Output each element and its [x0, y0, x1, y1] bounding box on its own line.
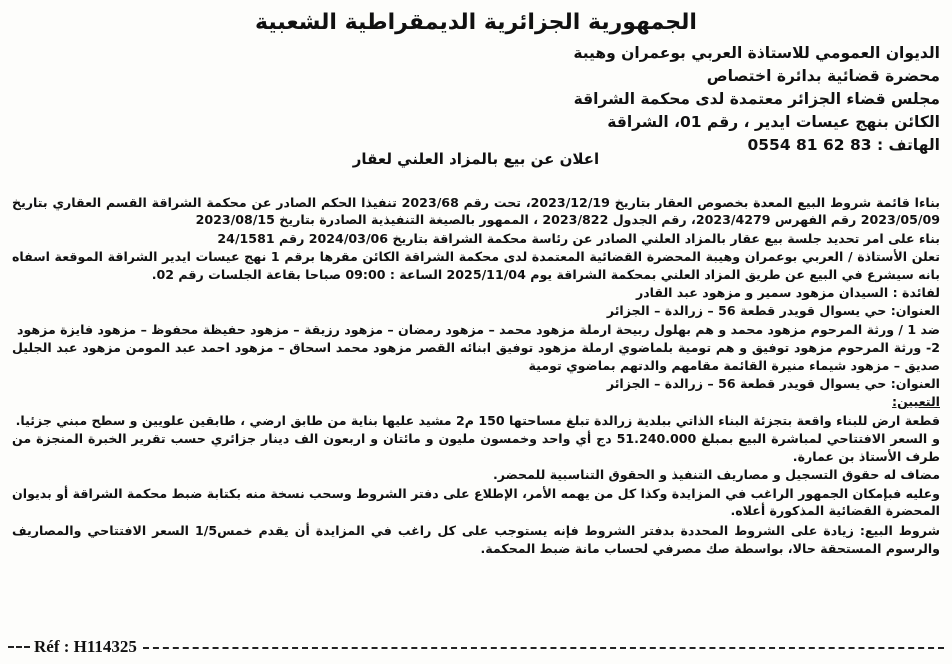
paragraph-defendants-1: ضد 1 / ورثة المرحوم مزهود محمد و هم بهلول ربيحة ارملة مزهود محمد – مزهود رمضان – مزهود رزيقة – مزهود حفيظة محفوظ – مزهود فايزة مزهود	[17, 321, 940, 337]
republic-title: الجمهورية الجزائرية الديمقراطية الشعبية	[255, 10, 697, 35]
paragraph-order: بناء على امر تحديد جلسة بيع عقار بالمزاد العلني الصادر عن رئاسة محكمة الشراقة بتاريخ 2024/03/06 رقم 24/1581	[217, 230, 940, 246]
footer-dash-line	[143, 647, 944, 649]
office-court: مجلس قضاء الجزائر معتمدة لدى محكمة الشراقة	[573, 90, 940, 108]
reference-number: Réf : H114325	[34, 637, 137, 656]
paragraph-defendants-2: 2- ورثة المرحوم مزهود توفيق و هم تومية بلماضوي ارملة مزهود توفيق ابنائه القصر مزهود محمد اسحاق – مزهود احمد عبد المومن مزهود عبد الجليل صديق – مزهود شيماء منيرة القائمة مقامهم والدتهم بماضوي تومية	[12, 340, 940, 373]
paragraph-defendants-address: العنوان: حي يسوال قويدر قطعة 56 – زرالدة – الجزائر	[606, 376, 940, 392]
paragraph-sale-conditions: شروط البيع: زيادة على الشروط المحددة بدفتر الشروط فإنه يستوجب على كل راغب في المزايدة أن يقدم خمس1/5 السعر الافتتاحي والمصاريف والرسوم المستحقة حالا، بواسطة صك مصرفي لحساب مانة ضبط المحكمة.	[12, 523, 940, 556]
paragraph-fees: مضاف له حقوق التسجيل و مصاريف التنفيذ و الحقوق التناسبية للمحضر.	[492, 467, 940, 483]
office-header	[240, 42, 940, 157]
notice-title: اعلان عن بيع بالمزاد العلني لعقار	[352, 150, 600, 168]
paragraph-announcement: تعلن الأستاذة / العربي بوعمران وهيبة المحضرة القضائية المعتمدة لدى محكمة الشراقة الكائن مقرها برقم 1 نهج عيسات ايدير الشراقة الموقعة اسفاه بانه سيشرع في البيع عن طريق المزاد العلني بمحكمة الشراقة يوم 2025/11/04 الساعة : 09:00 صباحا بقاعة الجلسات رقم 02.	[12, 249, 940, 282]
footer	[8, 636, 944, 658]
footer-dash-left	[8, 646, 30, 648]
paragraph-beneficiaries-address: العنوان: حي يسوال قويدر قطعة 56 – زرالدة – الجزائر	[606, 303, 940, 319]
paragraph-consultation: وعليه فبإمكان الجمهور الراغب في المزايدة وكذا كل من يهمه الأمر، الإطلاع على دفتر الشروط وسحب نسخة منه بكتابة ضبط محكمة الشراقة أو بديوان المحضرة القضائية المذكورة أعلاه.	[12, 485, 940, 518]
paragraph-designation: قطعة ارض للبناء واقعة بتجزئة البناء الذاتي ببلدية زرالدة تبلغ مساحتها 150 م2 مشيد عليها بناية من طابق ارضي ، طابقين علويين و سطح مبني جزئيا.	[15, 412, 940, 428]
phone-label: الهاتف :	[876, 136, 940, 154]
office-address: الكائن بنهج عيسات ايدير ، رقم 01، الشراقة	[607, 113, 940, 131]
notice-body	[12, 194, 940, 557]
phone-value: 0554 81 62 83	[747, 136, 872, 154]
paragraph-basis: بناءا قائمة شروط البيع المعدة بخصوص العقار بتاريخ 2023/12/19، تحت رقم 2023/68 تنفيذا الحكم الصادر عن محكمة الشراقة القسم العقاري بتاريخ 2023/05/09 رقم الفهرس 2023/4279، رقم الجدول 2023/822 ، الممهور بالصيغة التنفيذية الصادرة بتاريخ 2023/08/15	[12, 195, 940, 228]
designation-heading: التعيين:	[892, 394, 940, 410]
paragraph-price: و السعر الافتتاحي لمباشرة البيع بمبلغ 51.240.000 دج أي واحد وخمسون مليون و مائتان و اربعون الف دينار جزائري حسب تقرير الخبرة المنجزة من طرف الأستاذ بن عمارة.	[12, 431, 941, 464]
paragraph-beneficiaries: لفائدة : السيدان مزهود سمير و مزهود عبد القادر	[635, 285, 940, 301]
office-name: الديوان العمومي للاستاذة العربي بوعمران وهيبة	[573, 44, 940, 62]
office-competence: محضرة قضائية بدائرة اختصاص	[706, 67, 940, 85]
